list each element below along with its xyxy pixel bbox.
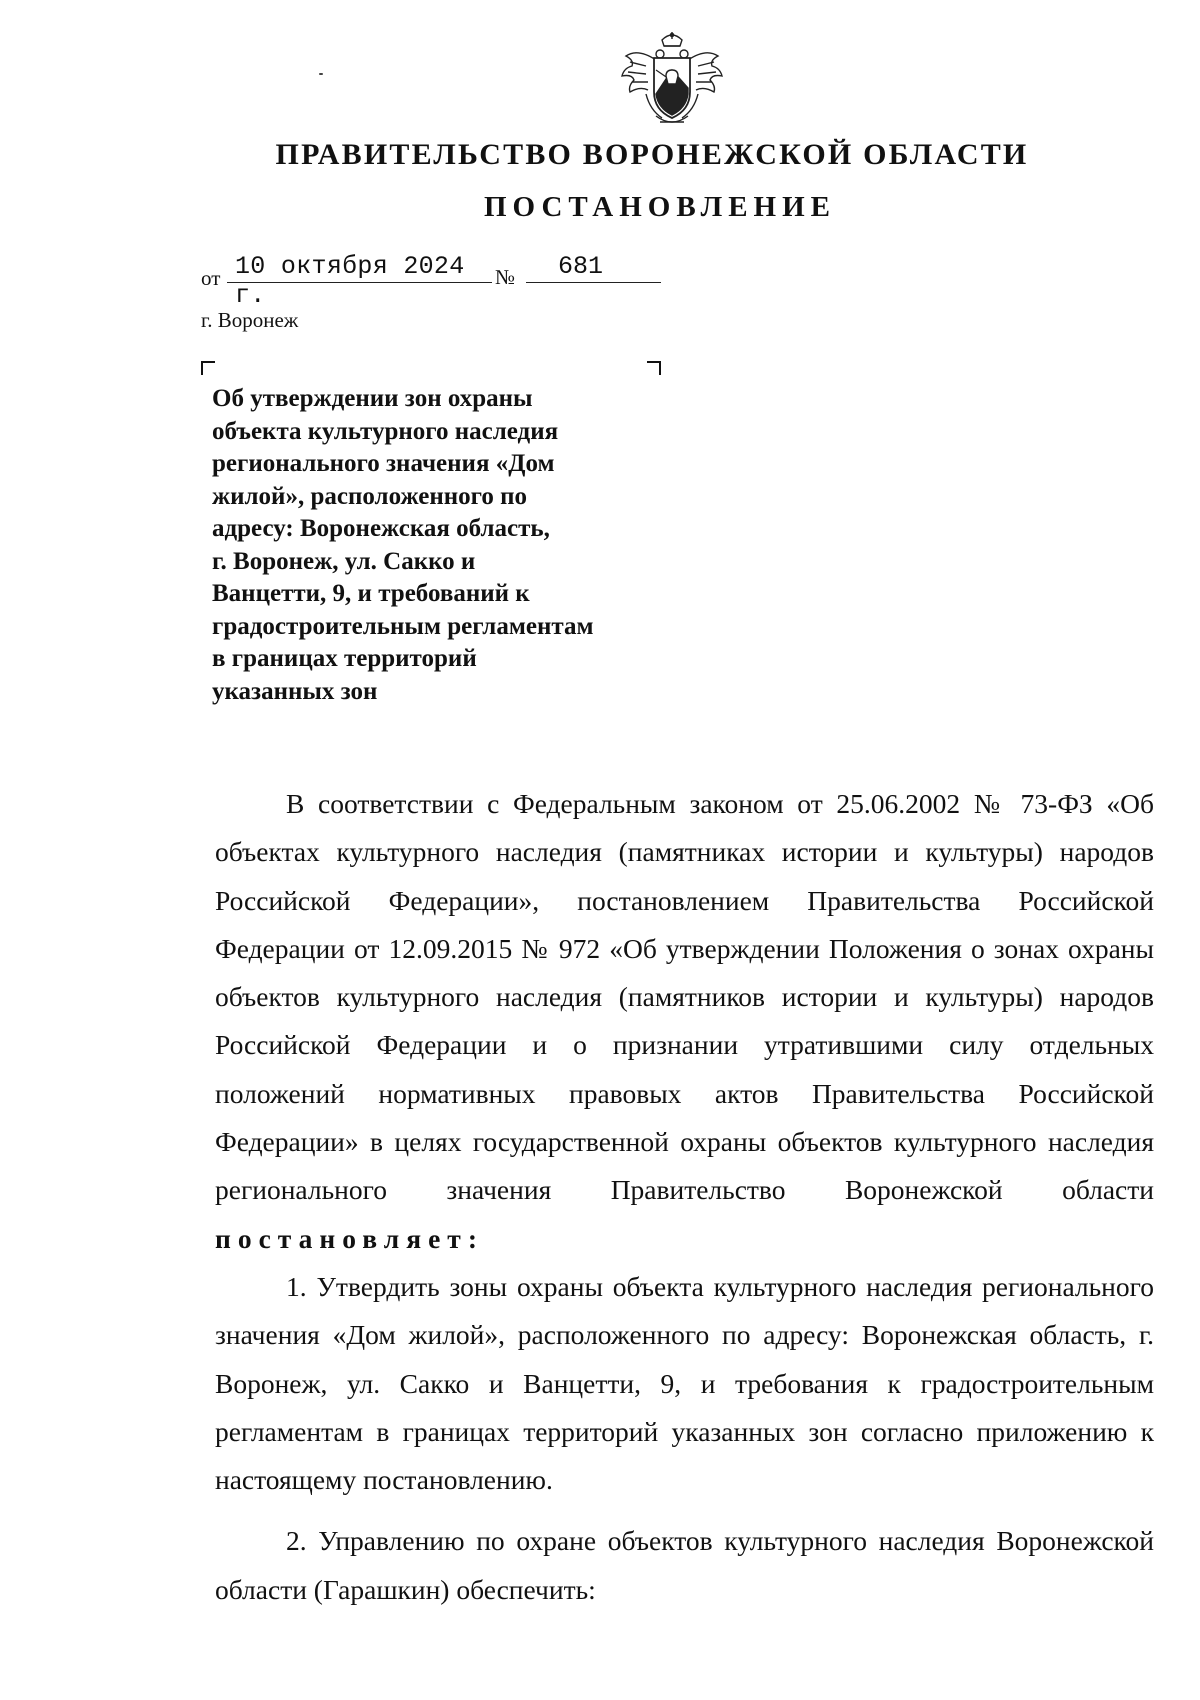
item-2-paragraph: 2. Управлению по охране объектов культурного наследия Воронежской области (Гарашкин) обеспечить:: [215, 1525, 1154, 1605]
document-body: [215, 780, 1154, 1614]
decree-word: постановляет:: [215, 1222, 484, 1254]
subject-line: градостроительным регламентам: [212, 612, 594, 640]
subject-line: жилой», расположенного по: [212, 482, 528, 510]
subject-line: в границах территорий: [212, 645, 477, 672]
subject-line: Ванцетти, 9, и требований к: [212, 580, 530, 607]
preamble-paragraph: [215, 780, 1154, 1263]
item-1-paragraph: 1. Утвердить зоны охраны объекта культурного наследия регионального значения «Дом жилой», расположенного по адресу: Воронежская область, г. Воронеж, ул. Сакко и Ванцетти, 9, и требования к градостроительным регламентам в границах территорий указанных зон согласно приложению к настоящему постановлению.: [215, 1270, 1154, 1496]
subject-line: адресу: Воронежская область,: [212, 515, 550, 542]
subject-line: г. Воронеж, ул. Сакко и: [212, 547, 476, 575]
number-sign: №: [495, 265, 516, 289]
number-field: [526, 252, 661, 283]
document-type-title: ПОСТАНОВЛЕНИЕ: [483, 191, 836, 223]
document-number: 681: [558, 252, 604, 281]
scan-speck: [319, 73, 323, 75]
date-number-line: [201, 252, 671, 310]
document-subject: [212, 383, 672, 708]
subject-line: регионального значения «Дом: [212, 450, 555, 477]
document-date: 10 октября 2024 г.: [235, 252, 465, 310]
date-field: [227, 252, 492, 310]
subject-line: указанных зон: [212, 677, 378, 705]
paragraph-gap: [215, 1504, 1154, 1517]
organization-title: ПРАВИТЕЛЬСТВО ВОРОНЕЖСКОЙ ОБЛАСТИ: [275, 138, 1029, 171]
bracket-top-right: [647, 361, 661, 375]
subject-line: объекта культурного наследия: [212, 417, 559, 445]
subject-line: Об утверждении зон охраны: [212, 385, 533, 412]
voronezh-coat-of-arms-icon: [616, 30, 728, 130]
bracket-top-left: [201, 361, 215, 375]
preamble-text: В соответствии с Федеральным законом от 25.06.2002 № 73-ФЗ «Об объектах культурного наследия (памятниках истории и культуры) народов Российской Федерации», постановлением Правительства Российской Федерации от 12.09.2015 № 972 «Об утверждении Положения о зонах охраны объектов культурного наследия (памятников истории и культуры) народов Российской Федерации и о признании утратившими силу отдельных положений нормативных правовых актов Правительства Российской Федерации» в целях государственной охраны объектов культурного наследия регионального значения Правительство Воронежской области: [215, 788, 1154, 1206]
city-label: г. Воронеж: [201, 308, 299, 332]
date-prefix: от: [201, 266, 221, 290]
